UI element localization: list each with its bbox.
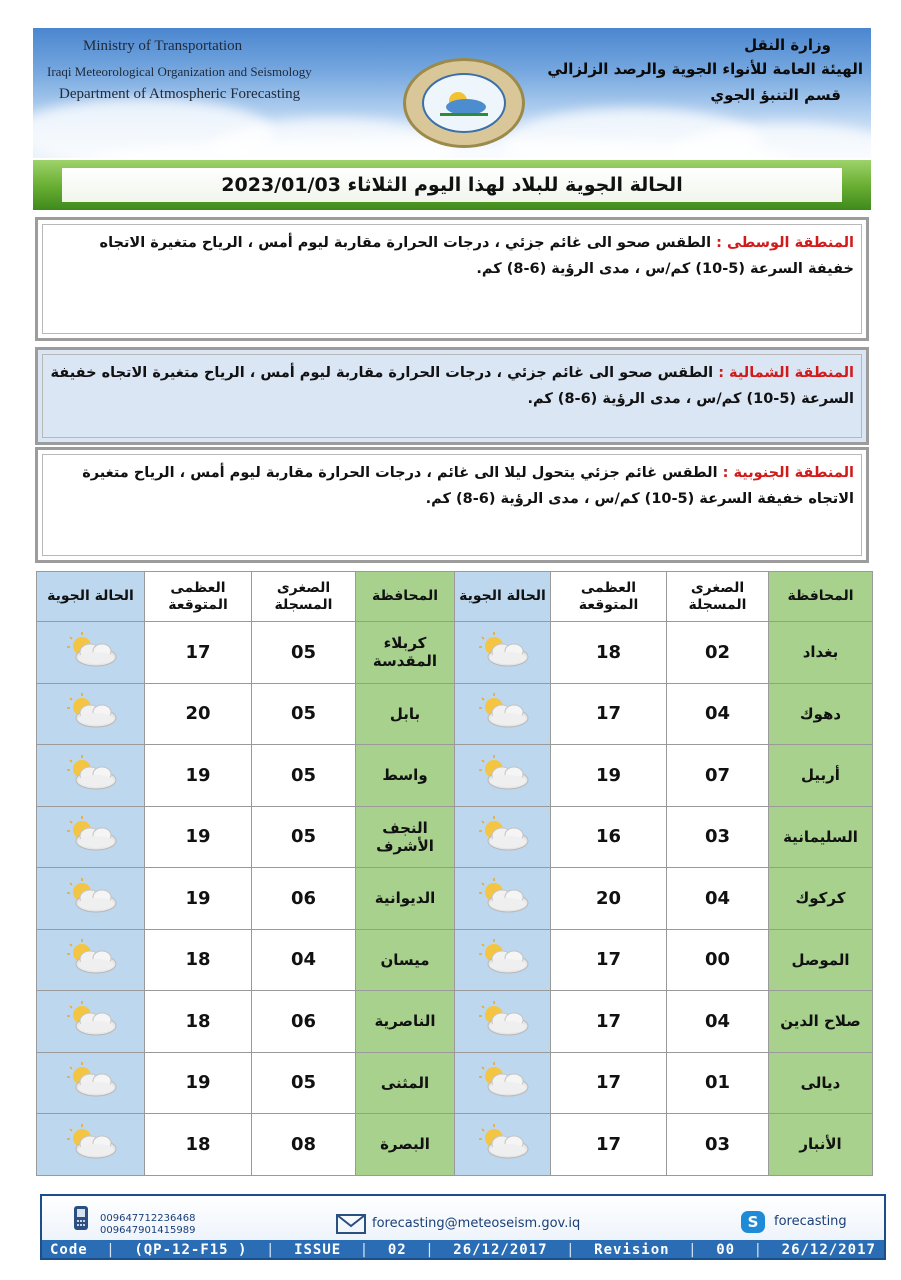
revision-number: 00 — [716, 1242, 736, 1258]
region-southern — [35, 447, 869, 563]
condition-cell — [455, 683, 551, 745]
governorate-cell: ميسان — [356, 929, 455, 991]
table-row — [37, 1052, 873, 1114]
title-bar — [33, 160, 871, 210]
governorate-cell: الناصرية — [356, 991, 455, 1053]
condition-cell — [37, 1114, 145, 1176]
governorate-cell: البصرة — [356, 1114, 455, 1176]
max-temp-cell: 20 — [145, 683, 252, 745]
table-row — [37, 868, 873, 930]
code-value-suffix: 15 ) — [209, 1242, 248, 1258]
min-temp-cell: 04 — [667, 991, 769, 1053]
min-temp-cell: 02 — [667, 622, 769, 684]
min-temp-cell: 04 — [667, 868, 769, 930]
organization-logo — [403, 58, 525, 148]
max-temp-cell: 20 — [551, 868, 667, 930]
min-temp-cell: 05 — [252, 745, 356, 807]
document-code-bar: Code | (QP-12-F15 ) | ISSUE | 02 | 26/12/2017 | Revision | 00 | 26/12/2017 — [50, 1242, 876, 1258]
header-governorate: المحافظة — [356, 572, 455, 622]
partly-cloudy-icon — [474, 815, 532, 853]
table-row — [37, 1114, 873, 1176]
header-en-ministry: Ministry of Transportation — [83, 38, 243, 54]
governorate-cell: صلاح الدين — [769, 991, 873, 1053]
partly-cloudy-icon — [62, 1000, 120, 1038]
min-temp-cell: 05 — [252, 806, 356, 868]
header-max: العظمى المتوقعة — [145, 572, 252, 622]
region-central — [35, 217, 869, 341]
partly-cloudy-icon — [62, 815, 120, 853]
table-header-row — [37, 572, 873, 622]
condition-cell — [455, 929, 551, 991]
governorate-cell: الموصل — [769, 929, 873, 991]
region-northern-text: الطقس صحو الى غائم جزئي ، درجات الحرارة مقاربة ليوم أمس ، الرياح متغيرة الاتجاه خفيفة السرعة (5-10) كم/س ، مدى الرؤية (6-8) كم. — [50, 365, 854, 407]
max-temp-cell: 17 — [551, 1114, 667, 1176]
condition-cell — [455, 622, 551, 684]
email-icon — [336, 1214, 366, 1234]
condition-cell — [37, 991, 145, 1053]
code-label: Code — [50, 1242, 88, 1258]
max-temp-cell: 18 — [145, 991, 252, 1053]
partly-cloudy-icon — [474, 1061, 532, 1099]
min-temp-cell: 01 — [667, 1052, 769, 1114]
revision-date: 26/12/2017 — [781, 1242, 876, 1258]
svg-text:S: S — [747, 1213, 759, 1231]
governorate-cell: بابل — [356, 683, 455, 745]
region-central-text: الطقس صحو الى غائم جزئي ، درجات الحرارة مقاربة ليوم أمس ، الرياح متغيرة الاتجاه خفيفة السرعة (5-10) كم/س ، مدى الرؤية (6-8) كم. — [99, 235, 854, 277]
footer-phone-2: 009647901415989 — [100, 1225, 196, 1236]
max-temp-cell: 19 — [145, 1052, 252, 1114]
governorate-cell: الديوانية — [356, 868, 455, 930]
governorate-cell: ديالى — [769, 1052, 873, 1114]
weather-table — [36, 571, 873, 1176]
revision-label: Revision — [594, 1242, 670, 1258]
header-condition: الحالة الجوية — [37, 572, 145, 622]
max-temp-cell: 16 — [551, 806, 667, 868]
governorate-cell: واسط — [356, 745, 455, 807]
governorate-cell: أربيل — [769, 745, 873, 807]
condition-cell — [455, 745, 551, 807]
governorate-cell: كربلاء المقدسة — [356, 622, 455, 684]
governorate-cell: السليمانية — [769, 806, 873, 868]
min-temp-cell: 06 — [252, 868, 356, 930]
table-row — [37, 745, 873, 807]
partly-cloudy-icon — [62, 1061, 120, 1099]
issue-number: 02 — [387, 1242, 407, 1258]
max-temp-cell: 18 — [145, 1114, 252, 1176]
condition-cell — [37, 745, 145, 807]
region-northern-name: المنطقة الشمالية : — [718, 365, 854, 381]
condition-cell — [455, 868, 551, 930]
condition-cell — [37, 622, 145, 684]
max-temp-cell: 17 — [551, 991, 667, 1053]
header-en-department: Department of Atmospheric Forecasting — [59, 86, 301, 102]
max-temp-cell: 18 — [145, 929, 252, 991]
min-temp-cell: 07 — [667, 745, 769, 807]
header-max: العظمى المتوقعة — [551, 572, 667, 622]
partly-cloudy-icon — [474, 938, 532, 976]
issue-date: 26/12/2017 — [453, 1242, 548, 1258]
governorate-cell: بغداد — [769, 622, 873, 684]
condition-cell — [455, 806, 551, 868]
condition-cell — [455, 991, 551, 1053]
phone-icon — [72, 1204, 90, 1232]
governorate-cell: كركوك — [769, 868, 873, 930]
condition-cell — [455, 1114, 551, 1176]
partly-cloudy-icon — [474, 692, 532, 730]
governorate-cell: النجف الأشرف — [356, 806, 455, 868]
condition-cell — [455, 1052, 551, 1114]
max-temp-cell: 17 — [551, 929, 667, 991]
condition-cell — [37, 1052, 145, 1114]
min-temp-cell: 05 — [252, 622, 356, 684]
min-temp-cell: 03 — [667, 1114, 769, 1176]
partly-cloudy-icon — [474, 631, 532, 669]
header-ar-organization: الهيئة العامة للأنواء الجوية والرصد الزلزالي — [547, 60, 863, 78]
max-temp-cell: 17 — [145, 622, 252, 684]
condition-cell — [37, 929, 145, 991]
partly-cloudy-icon — [474, 877, 532, 915]
region-southern-text: الطقس غائم جزئي يتحول ليلا الى غائم ، درجات الحرارة مقاربة ليوم أمس ، الرياح متغيرة الاتجاه خفيفة السرعة (5-10) كم/س ، مدى الرؤية (6-8) كم. — [82, 465, 854, 507]
footer-email[interactable]: forecasting@meteoseism.gov.iq — [372, 1216, 581, 1231]
table-row — [37, 683, 873, 745]
min-temp-cell: 05 — [252, 1052, 356, 1114]
skype-icon — [740, 1210, 766, 1234]
footer-phone-1: 009647712236468 — [100, 1213, 196, 1224]
partly-cloudy-icon — [62, 631, 120, 669]
footer — [40, 1194, 886, 1260]
region-southern-name: المنطقة الجنوبية : — [722, 465, 854, 481]
table-row — [37, 622, 873, 684]
footer-skype[interactable]: forecasting — [774, 1214, 847, 1229]
min-temp-cell: 04 — [667, 683, 769, 745]
partly-cloudy-icon — [62, 692, 120, 730]
max-temp-cell: 19 — [551, 745, 667, 807]
partly-cloudy-icon — [62, 877, 120, 915]
governorate-cell: المثنى — [356, 1052, 455, 1114]
condition-cell — [37, 868, 145, 930]
region-central-name: المنطقة الوسطى : — [716, 235, 854, 251]
code-value: (QP-12-F — [134, 1242, 210, 1258]
min-temp-cell: 03 — [667, 806, 769, 868]
governorate-cell: الأنبار — [769, 1114, 873, 1176]
max-temp-cell: 19 — [145, 868, 252, 930]
table-row — [37, 991, 873, 1053]
max-temp-cell: 18 — [551, 622, 667, 684]
max-temp-cell: 17 — [551, 683, 667, 745]
max-temp-cell: 19 — [145, 745, 252, 807]
min-temp-cell: 06 — [252, 991, 356, 1053]
condition-cell — [37, 683, 145, 745]
max-temp-cell: 17 — [551, 1052, 667, 1114]
min-temp-cell: 04 — [252, 929, 356, 991]
max-temp-cell: 19 — [145, 806, 252, 868]
header-min: الصغرى المسجلة — [667, 572, 769, 622]
header-banner — [33, 28, 871, 158]
partly-cloudy-icon — [474, 754, 532, 792]
header-ar-department: قسم التنبؤ الجوي — [710, 86, 841, 104]
region-northern — [35, 347, 869, 445]
condition-cell — [37, 806, 145, 868]
issue-label: ISSUE — [294, 1242, 342, 1258]
partly-cloudy-icon — [62, 754, 120, 792]
min-temp-cell: 00 — [667, 929, 769, 991]
logo-sun-cloud-icon — [434, 85, 494, 121]
table-row — [37, 929, 873, 991]
governorate-cell: دهوك — [769, 683, 873, 745]
partly-cloudy-icon — [62, 938, 120, 976]
min-temp-cell: 05 — [252, 683, 356, 745]
partly-cloudy-icon — [474, 1123, 532, 1161]
table-row — [37, 806, 873, 868]
partly-cloudy-icon — [62, 1123, 120, 1161]
partly-cloudy-icon — [474, 1000, 532, 1038]
header-ar-ministry: وزارة النقل — [744, 36, 831, 54]
header-governorate: المحافظة — [769, 572, 873, 622]
header-min: الصغرى المسجلة — [252, 572, 356, 622]
header-condition: الحالة الجوية — [455, 572, 551, 622]
header-en-organization: Iraqi Meteorological Organization and Seismology — [47, 64, 312, 79]
min-temp-cell: 08 — [252, 1114, 356, 1176]
page-title: الحالة الجوية للبلاد لهذا اليوم الثلاثاء 2023/01/03 — [62, 168, 842, 202]
